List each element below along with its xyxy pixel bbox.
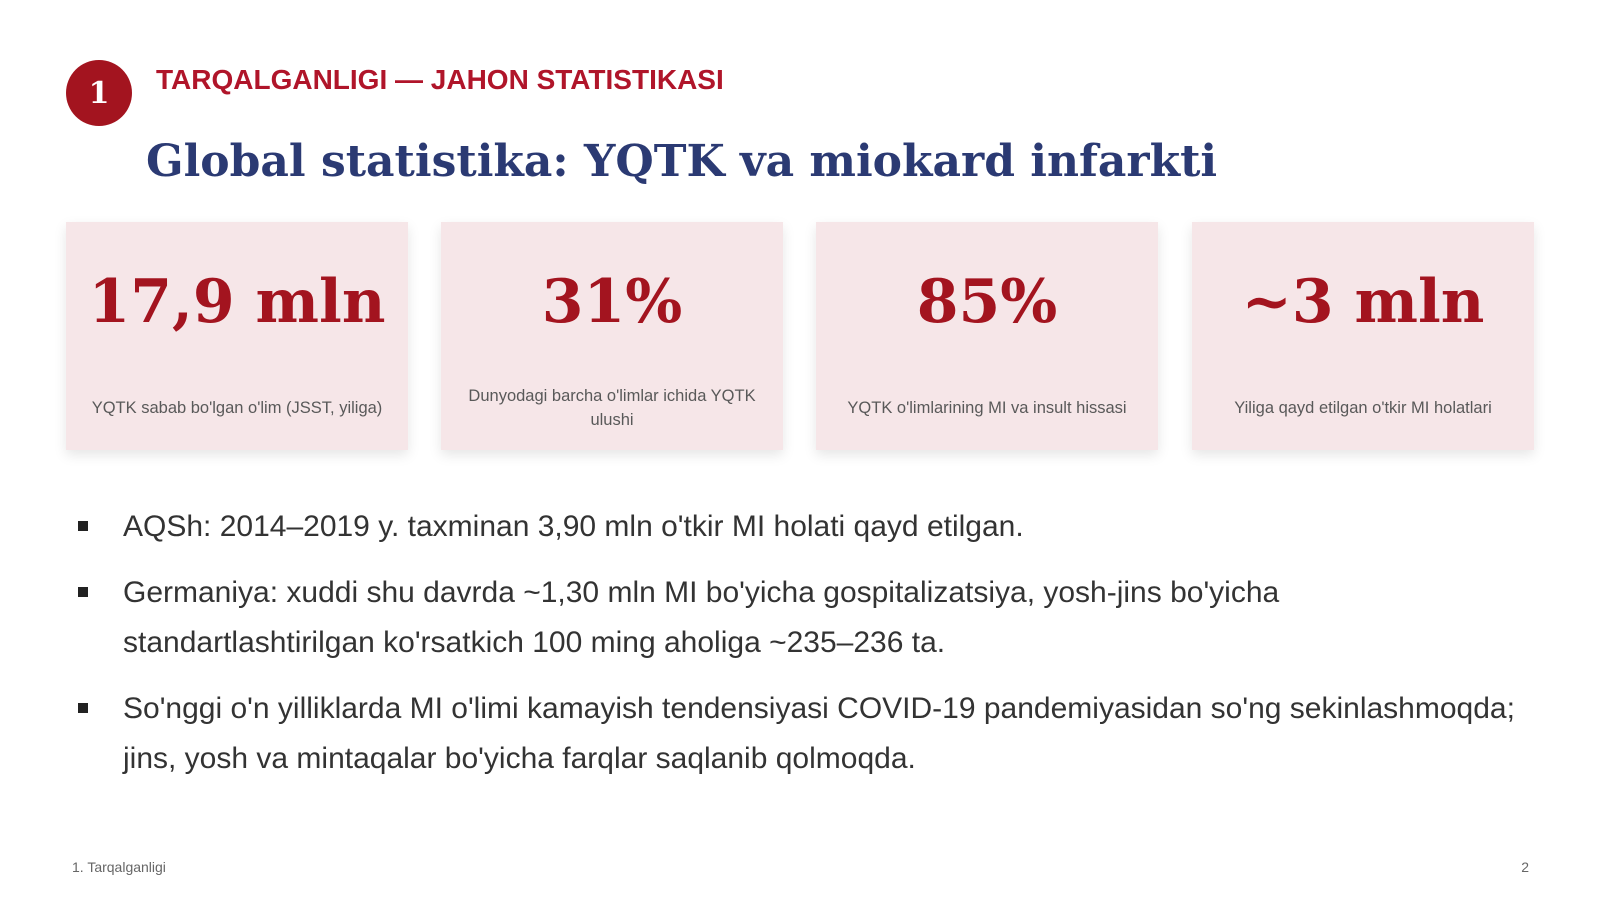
square-bullet-icon xyxy=(78,587,88,597)
section-label: TARQALGANLIGI — JAHON STATISTIKASI xyxy=(156,64,724,95)
stat-card-share xyxy=(441,222,783,450)
bullet-list xyxy=(78,502,1528,800)
bullet-text: Germaniya: xuddi shu davrda ~1,30 mln MI bo'yicha gospitalizatsiya, yosh-jins bo'yicha standartlashtirilgan ko'rsatkich 100 ming aholiga ~235–236 ta. xyxy=(123,576,1280,659)
page-title: Global statistika: YQTK va miokard infarkti xyxy=(146,136,1218,187)
bullet-item xyxy=(78,502,1528,552)
stat-card-mi-stroke xyxy=(816,222,1158,450)
stat-value: 17,9 mln xyxy=(88,267,386,337)
stat-card-acute-mi xyxy=(1192,222,1534,450)
bullet-item xyxy=(78,568,1528,668)
square-bullet-icon xyxy=(78,703,88,713)
bullet-item xyxy=(78,684,1528,784)
bullet-text: AQSh: 2014–2019 y. taxminan 3,90 mln o'tkir MI holati qayd etilgan. xyxy=(123,510,1024,543)
section-number: 1 xyxy=(88,75,110,111)
stat-caption: YQTK o'limlarining MI va insult hissasi xyxy=(847,399,1127,417)
footer-section-name: 1. Tarqalganligi xyxy=(72,859,166,875)
square-bullet-icon xyxy=(78,521,88,531)
stat-caption: Dunyodagi barcha o'limlar ichida YQTK ulushi xyxy=(468,387,756,429)
bullet-text: So'nggi o'n yilliklarda MI o'limi kamayish tendensiyasi COVID-19 pandemiyasidan so'ng sekinlashmoqda; jins, yosh va mintaqalar bo'yicha farqlar saqlanib qolmoqda. xyxy=(123,692,1515,775)
stat-value: 31% xyxy=(541,267,683,337)
stat-caption: Yiliga qayd etilgan o'tkir MI holatlari xyxy=(1234,399,1492,417)
section-number-badge xyxy=(66,60,132,126)
footer-page-number: 2 xyxy=(1521,859,1529,875)
stat-caption: YQTK sabab bo'lgan o'lim (JSST, yiliga) xyxy=(91,399,383,417)
stat-value: ~3 mln xyxy=(1241,267,1485,337)
stat-value: 85% xyxy=(916,267,1058,337)
stat-card-deaths xyxy=(66,222,408,450)
